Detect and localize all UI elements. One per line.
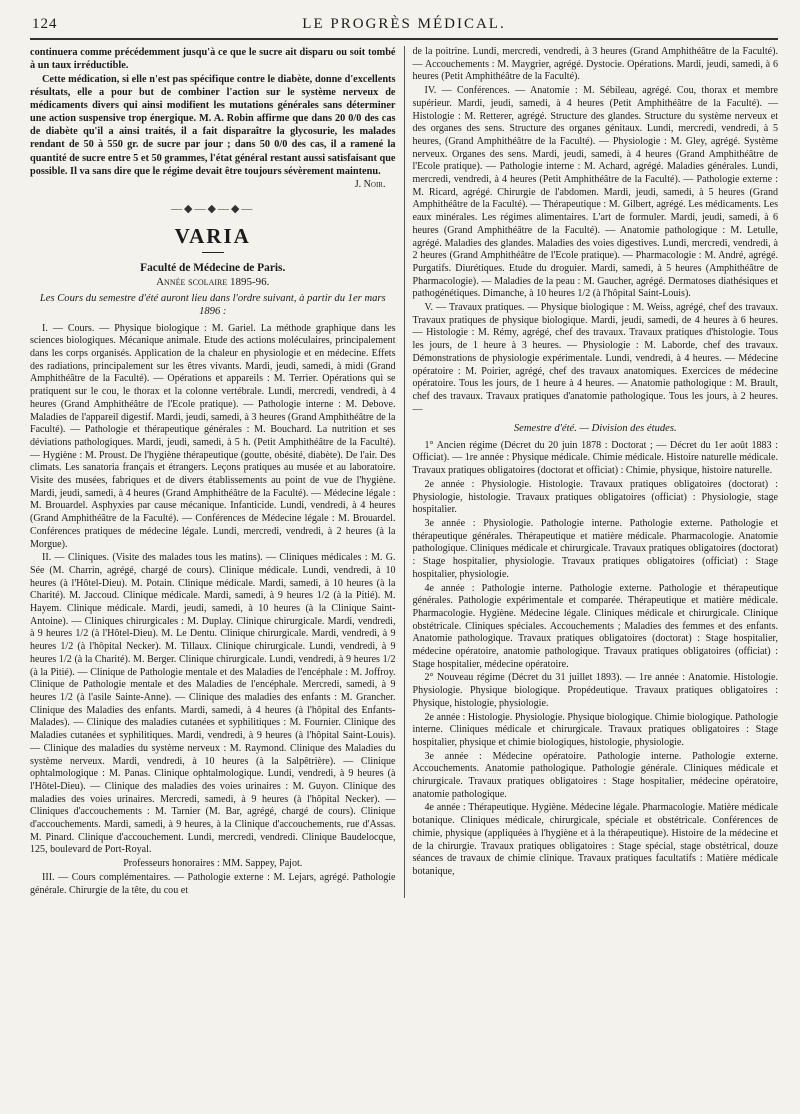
continued-paragraph: continuera comme précédemment jusqu'à ce que le sucre ait disparu ou soit tombé à un taux irréductible. <box>30 47 396 72</box>
section-cliniques: II. — Cliniques. (Visite des malades tous les matins). — Cliniques médicales : M. G. Sée (M. Charrin, agrégé, chargé de cours). Clinique médicale. Lundi, vendredi, à 10 heures (à l'Hôtel-Dieu). M. Potain. Clinique médicale. Mardi, samedi, à 10 heures (à la Charité). M. Jaccoud. Clinique médicale. Mardi, samedi, à 9 heures 1/2 (à la Pitié). M. Hayem. Clinique médicale. Mardi, jeudi, samedi, à 10 heures (à la Clinique Saint-Antoine). — Cliniques chirurgicales : M. Duplay. Clinique chirurgicale. Mardi, vendredi, à 9 heures 1/2 (à l'Hôtel-Dieu). M. Le Dentu. Clinique chirurgicale. Mardi, vendredi, à 9 heures 1/2 (à l'hôpital Necker). M. Tillaux. Clinique chirurgicale. Lundi, vendredi, à 9 heures 1/2 (à la Charité). M. Berger. Clinique chirurgicale. Lundi, vendredi, à 9 heures 1/2 (à la Pitié). — Clinique de Pathologie mentale et des Maladies de l'encéphale : M. Joffroy. Clinique de Pathologie mentale et des Maladies de l'encéphale. Mercredi, samedi, à 9 heures 1/2 (à l'asile Sainte-Anne). — Clinique des maladies des enfants : M. Grancher. Clinique des Maladies des enfants. Mardi, samedi, à 4 heures (à l'hôpital des Enfants-Malades). — Clinique des maladies cutanées et syphilitiques : M. Fournier. Clinique des Maladies cutanées et syphilitiques. Mardi, vendredi, à 9 heures (à l'hôpital Saint-Louis). — Clinique des maladies du système nerveux : M. Raymond. Clinique des Maladies du système nerveux. Mardi, vendredi, à 10 heures (à la Salpêtrière). — Clinique ophtalmologique : M. Panas. Clinique ophtalmologique. Lundi, vendredi, à 9 heures (à l'Hôtel-Dieu). — Clinique des maladies des voies urinaires : M. Guyon. Clinique des maladies des voies urinaires. Mercredi, samedi, à 9 heures (à l'hôpital Necker). — Cliniques d'accouchements : M. Tarnier (M. Bar, agrégé, chargé de cours). Clinique d'accouchements. Mardi, samedi, à 9 heures, à la Clinique d'accouchements, rue d'Assas. M. Pinard. Clinique d'accouchement. Lundi, mercredi, vendredi. Clinique Baudelocque, 125, boulevard de Port-Royal. <box>30 552 396 856</box>
studies-ancien-3: 3e année : Physiologie. Pathologie interne. Pathologie externe. Pathologie et thérapeutique générales. Thérapeutique et matière médicale. Pharmacologie. Anatomie pathologique. Cliniques médicale et chirurgicale. Travaux pratiques obligatoires (doctorat) : Stage hospitalier, physiologie. Travaux pratiques obligatoires (officiat) : Stage hospitalier, physiologie. <box>412 518 778 580</box>
section-ornament: —◆—◆—◆— <box>171 203 255 216</box>
varia-title: VARIA <box>174 224 251 249</box>
running-header <box>30 14 778 36</box>
honorary-professors: Professeurs honoraires : MM. Sappey, Pajot. <box>123 858 303 870</box>
continued-section-iii: de la poitrine. Lundi, mercredi, vendredi, à 3 heures (Grand Amphithéâtre de la Faculté). — Accouchements : M. Maygrier, agrégé. Dystocie. Opérations. Mardi, jeudi, samedi, à 6 heures (Petit Amphithéâtre de la Faculté). <box>412 46 778 83</box>
studies-ancien-2: 2e année : Physiologie. Histologie. Travaux pratiques obligatoires (doctorat) : Physiologie, histologie. Travaux pratiques obligatoires (officiat) : Physiologie, stage hospitalier. <box>412 478 778 516</box>
section-travaux-pratiques: V. — Travaux pratiques. — Physique biologique : M. Weiss, agrégé, chef des travaux. Travaux pratiques de physique biologique. Mardi, jeudi, samedi, de 4 heures à 6 heures. — Histologie : M. Rémy, agrégé, chef des travaux. Travaux pratiques d'histologie. Tous les jours, de 1 heure à 3 heures. — Physiologie : M. Laborde, chef des travaux. Démonstrations de physiologie expérimentale. Lundi, vendredi, à 4 heures. — Médecine opératoire : M. Poirier, agrégé, chef des travaux anatomiques. Exercices de médecine opératoire. Tous les jours, de 1 heure à 4 heures. — Anatomie pathologique : M. Brault, chef des travaux. Travaux pratiques d'anatomie pathologique. Tous les jours, à 2 heures. — <box>412 302 778 415</box>
journal-title: LE PROGRÈS MÉDICAL. <box>302 16 506 32</box>
studies-ancien-4: 4e année : Pathologie interne. Pathologie externe. Pathologie et thérapeutique générales. Pathologie expérimentale et comparée. Thérapeutique et matière médicale. Pharmacologie. Hygiène. Médecine légale. Cliniques médicale et chirurgicale. Clinique obstétricale. Cliniques spéciales. Accouchements ; Maladies des femmes et des enfants. Anatomie pathologique. Travaux pratiques obligatoires (doctorat) : Stage hospitalier, médecine opératoire, anatomie pathologique. Travaux pratiques obligatoires (officiat) : Stage hospitalier, médecine opératoire. <box>412 582 778 670</box>
two-column-body <box>30 46 778 898</box>
section-cours-complementaires: III. — Cours complémentaires. — Pathologie externe : M. Lejars, agrégé. Pathologie générale. Chirurgie de la tête, du cou et <box>30 871 396 896</box>
robin-paragraph: Cette médication, si elle n'est pas spécifique contre le diabète, donne d'excellents résultats, elle a pour but de combiner l'action sur le système nerveux de médicaments divers qui ainsi modifient les mutations générales sans déterminer une action suspensive trop énergique. M. A. Robin affirme que dans 20 0/0 des cas de diabète qu'il a ainsi traités, il a fait disparaître la glycosurie, les malades rendant de 50 à 550 gr. de sucre par jour ; dans 50 0/0 des cas, il a ramené la quantité de sucre entre 5 et 50 grammes, l'état général restant aussi satisfaisant que possible. Il va sans dire que le régime devait être toujours sévèrement maintenu. <box>30 74 396 177</box>
section-conferences: IV. — Conférences. — Anatomie : M. Sébileau, agrégé. Cou, thorax et membre supérieur. Mardi, jeudi, samedi, à 4 heures (Petit Amphithéâtre de la Faculté). — Histologie : M. Retterer, agrégé. Structure des glandes. Structure du système nerveux et des organes des sens. Structure des organes génitaux. Lundi, mercredi, vendredi, à 5 heures, (Grand Amphithéâtre de la Faculté). — Physiologie : M. Gley, agrégé. Système nerveux. Organes des sens. Mardi, jeudi, samedi, à 4 heures (Grand Amphithéâtre de l'Ecole pratique). — Pathologie interne : M. Achard, agrégé. Maladies générales. Lundi, mercredi, vendredi, à 4 heures (Petit Amphithéâtre de la Faculté). — Pathologie externe : M. Ricard, agrégé. Chirurgie de l'abdomen. Mardi, jeudi, samedi, à 5 heures (Grand Amphithéâtre de la Faculté). — Thérapeutique : M. Gilbert, agrégé. Les médicaments. Les eaux minérales. Les régimes alimentaires. L'art de formuler. Mardi, jeudi, samedi, à 6 heures (Grand Amphithéâtre de la Faculté). — Anatomie pathologique : M. Letulle, agrégé. Maladies des glandes. Maladies des voies digestives. Lundi, mercredi, vendredi, à 2 heures (Grand Amphithéâtre de l'Ecole pratique). — Pharmacologie : M. André, agrégé. Purgatifs. Diurétiques. Etude du droguier. Mardi, samedi, à 5 heures (Amphithéâtre de Pharmacologie). — Maladies de la peau : M. Gaucher, agrégé. Dermatoses diathésiques et pathogénétiques. Dimanche, à 10 heures 1/2 (à l'hôpital Saint-Louis). <box>412 85 778 300</box>
section-cours: I. — Cours. — Physique biologique : M. Gariel. La méthode graphique dans les sciences biologiques. Mécanique animale. Etude des actions moléculaires, principalement dans les corps organisés. Application de la chaleur en physiologie et en médecine. Effets des radiations, principalement sur les êtres vivants. Mardi, jeudi, samedi, à midi (Grand Amphithéâtre de la Faculté). — Opérations et appareils : M. Terrier. Opérations qui se pratiquent sur le cou, le thorax et la colonne vertébrale. Lundi, mercredi, vendredi, à 4 heures (Grand Amphithéâtre de l'Ecole pratique). — Pathologie interne : M. Debove. Maladies de l'appareil digestif. Mardi, jeudi, samedi, à 3 heures (Grand Amphithéâtre de la Faculté). — Pathologie et thérapeutique générales : M. Bouchard. La nutrition et ses déviations pathologiques. Mardi, jeudi, samedi, à 5 h. (Petit Amphithéâtre de la Faculté). — Hygiène : M. Proust. De l'hygiène thérapeutique (goutte, obésité, diabète). De l'air. Des climats. Les sanatoria français et étrangers. Leçons pratiques au musée et au laboratoire. Visite des musées, fabriques et de divers établissements au point de vue de l'hygiène. Mardi, jeudi, samedi, à 4 heures (Grand Amphithéâtre de la Faculté). — Médecine légale : M. Brouardel. Asphyxies par cause mécanique. Infanticide. Lundi, vendredi, à 4 heures (Grand Amphithéâtre de la Faculté). — Conférences de Médecine légale : M. Brouardel. Conférences pratiques de médecine légale. Lundi, mercredi, vendredi, à 2 heures (à la Morgue). <box>30 322 396 550</box>
left-column <box>30 46 404 898</box>
varia-rule <box>202 252 224 253</box>
studies-nouveau-2: 2e année : Histologie. Physiologie. Physique biologique. Chimie biologique. Pathologie interne. Cliniques médicale et chirurgicale. Travaux pratiques obligatoires : Stage hospitalier, physique et chimie biologiques, histologie, physiologie. <box>412 711 778 748</box>
studies-nouveau-3: 3e année : Médecine opératoire. Pathologie interne. Pathologie externe. Accouchements. Anatomie pathologique. Pathologie générale. Cliniques médicale et chirurgicale. Travaux pratiques obligatoires : Stage hospitalier, médecine opératoire, anatomie pathologique. <box>412 750 778 800</box>
studies-nouveau-4: 4e année : Thérapeutique. Hygiène. Médecine légale. Pharmacologie. Matière médicale botanique. Cliniques médicale, chirurgicale, spéciale et obstétricale. Conférences de chimie, physique (appliquées à l'hygiène et à la thérapeutique). Histoire de la médecine et de la chirurgie. Travaux pratiques obligatoires : Stage spécial, stage obstétrical, douze séances de travaux de chimie clinique. Travaux pratiques facultatifs : Matière médicale botanique, <box>412 802 778 877</box>
studies-ancien-1: 1° Ancien régime (Décret du 20 juin 1878 : Doctorat ; — Décret du 1er août 1883 : Officiat). — 1re année : Physique médicale. Chimie médicale. Histoire naturelle médicale. Travaux pratiques obligatoires (doctorat et officiat) : Chimie, physique, histoire naturelle. <box>412 439 778 477</box>
semester-intro: Les Cours du semestre d'été auront lieu dans l'ordre suivant, à partir du 1er mars 1896 : <box>39 293 386 318</box>
division-heading: Semestre d'été. — Division des études. <box>513 423 677 435</box>
right-column <box>404 46 779 898</box>
page-number: 124 <box>32 16 58 32</box>
header-rule <box>30 38 778 40</box>
faculty-title: Faculté de Médecine de Paris. <box>140 261 286 274</box>
academic-year: Année scolaire 1895-96. <box>156 276 270 289</box>
author-signature: J. Noir. <box>354 178 386 190</box>
studies-nouveau-1: 2° Nouveau régime (Décret du 31 juillet 1893). — 1re année : Anatomie. Histologie. Physiologie. Physique biologique. Propédeutique. Travaux pratiques obligatoires : Physique, histologie, physiologie. <box>412 672 778 709</box>
